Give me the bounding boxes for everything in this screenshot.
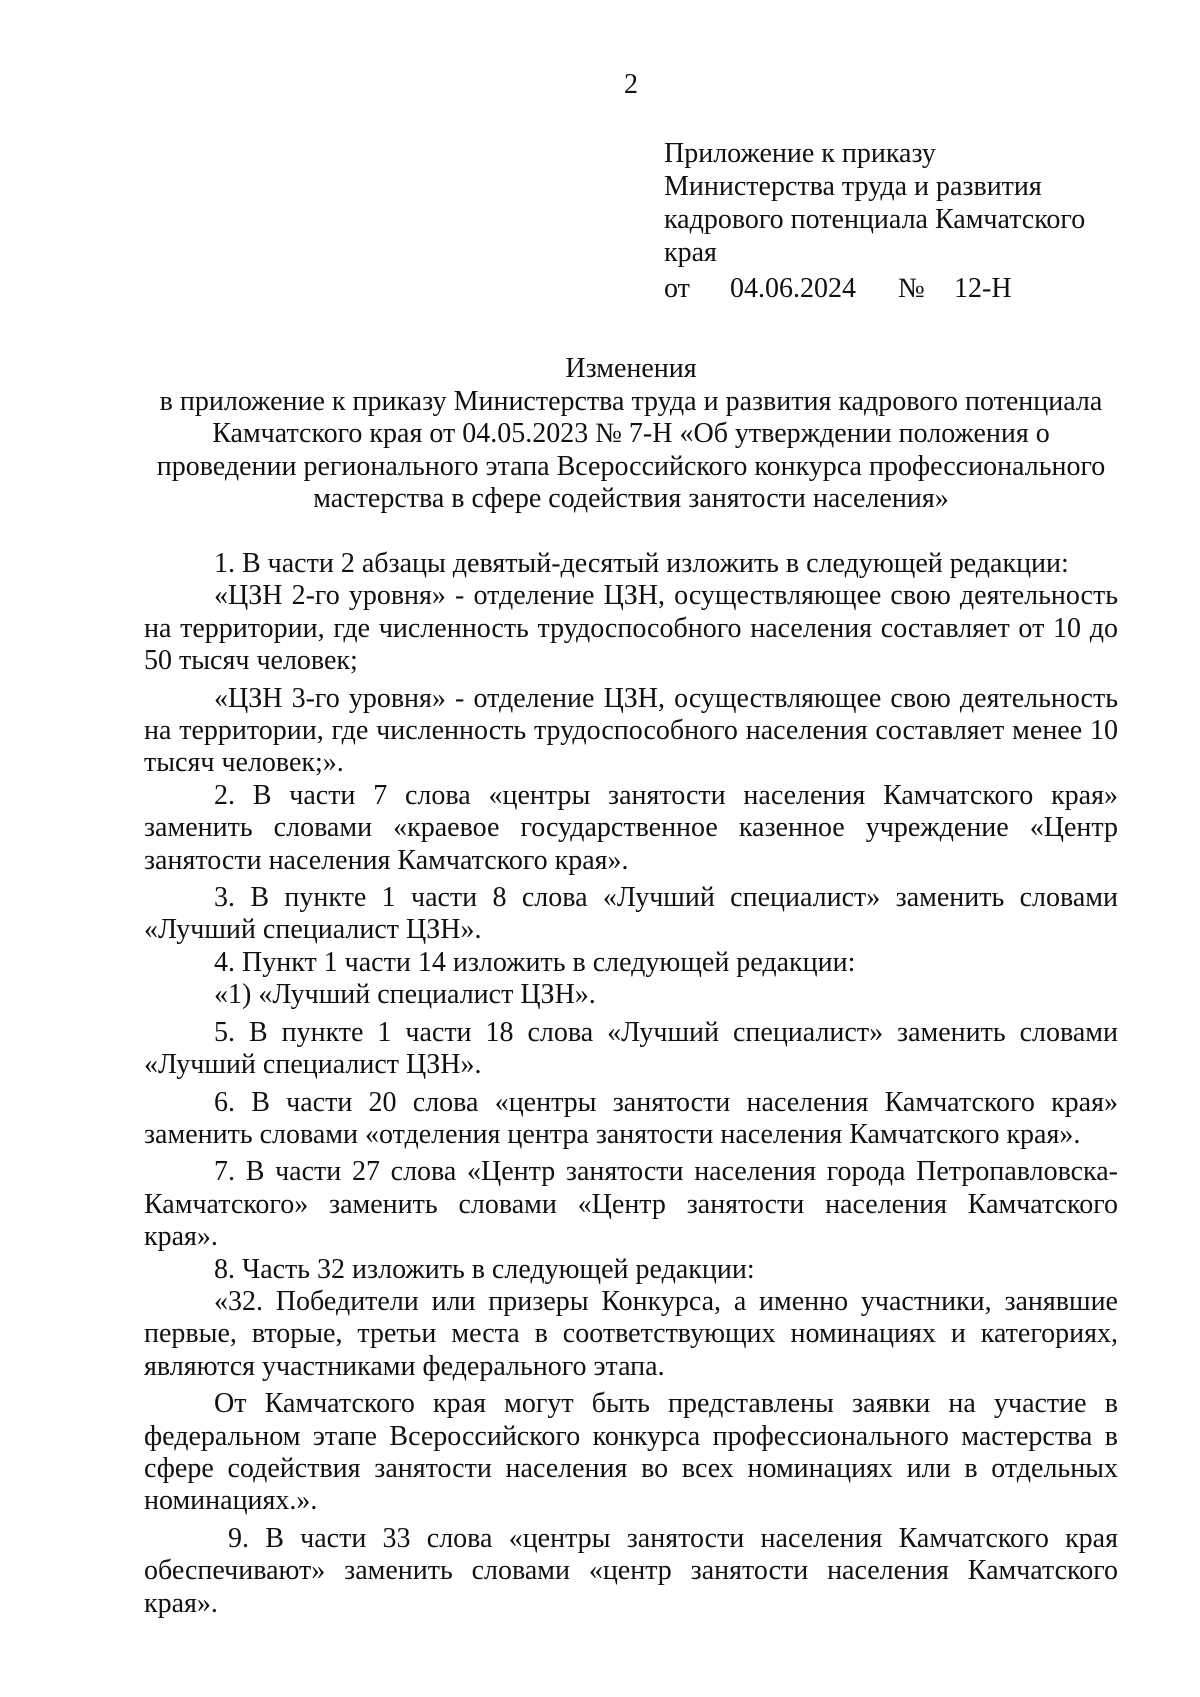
text-line: «Лучший специалист ЦЗН».: [144, 1049, 482, 1081]
text-line: тысяч человек;».: [144, 747, 344, 779]
text-line: обеспечивают» заменить словами «центр занятости населения Камчатского: [144, 1555, 1118, 1587]
order-from-label: от: [664, 273, 690, 304]
document-body: [144, 548, 1118, 1620]
text-line: «Лучший специалист ЦЗН».: [144, 914, 482, 946]
title-line: мастерства в сфере содействия занятости населения»: [313, 483, 949, 514]
paragraph-5: [144, 882, 1118, 947]
text-line: края».: [144, 1221, 218, 1253]
title-line: проведении регионального этапа Всероссийского конкурса профессионального: [156, 450, 1106, 482]
text-line: «ЦЗН 2-го уровня» - отделение ЦЗН, осуществляющее свою деятельность: [214, 580, 1118, 612]
text-line: 6. В части 20 слова «центры занятости населения Камчатского края»: [214, 1086, 1118, 1118]
text-line: 9. В части 33 слова «центры занятости населения Камчатского края: [228, 1522, 1118, 1554]
page-number: 2: [624, 69, 638, 100]
appendix-line: Министерства труда и развития: [664, 171, 1042, 202]
text-line: сфере содействия занятости населения во всех номинациях или в отдельных: [144, 1452, 1118, 1484]
text-line: 2. В части 7 слова «центры занятости населения Камчатского края»: [214, 779, 1118, 811]
text-line: федеральном этапе Всероссийского конкурса профессионального мастерства в: [144, 1420, 1118, 1452]
appendix-line: кадрового потенциала Камчатского: [664, 204, 1086, 235]
text-line: «1) «Лучший специалист ЦЗН».: [214, 979, 596, 1011]
text-line: Камчатского» заменить словами «Центр занятости населения Камчатского: [144, 1188, 1118, 1220]
text-line: заменить словами «краевое государственное казенное учреждение «Центр: [144, 812, 1118, 844]
paragraph-7: [144, 979, 1118, 1011]
text-line: «ЦЗН 3-го уровня» - отделение ЦЗН, осуществляющее свою деятельность: [214, 682, 1118, 714]
paragraph-14: [144, 1523, 1118, 1620]
paragraph-9: [144, 1087, 1118, 1152]
text-line: 3. В пункте 1 части 8 слова «Лучший специалист» заменить словами: [214, 882, 1118, 914]
text-line: «32. Победители или призеры Конкурса, а именно участники, занявшие: [214, 1285, 1118, 1317]
title-heading: Изменения: [565, 353, 697, 384]
order-date: 04.06.2024: [730, 273, 856, 304]
text-line: От Камчатского края могут быть представлены заявки на участие в: [214, 1388, 1118, 1420]
paragraph-4: [144, 780, 1118, 877]
appendix-header: [664, 137, 1104, 305]
text-line: заменить словами «отделения центра занятости населения Камчатского края».: [144, 1118, 1081, 1150]
paragraph-3: [144, 683, 1118, 780]
appendix-line: Приложение к приказу: [664, 138, 936, 169]
order-number-sign: №: [898, 273, 925, 304]
paragraph-11: [144, 1254, 1118, 1286]
text-line: 5. В пункте 1 части 18 слова «Лучший специалист» заменить словами: [214, 1016, 1118, 1048]
paragraph-12: [144, 1286, 1118, 1383]
text-line: занятости населения Камчатского края».: [144, 844, 629, 876]
text-line: 1. В части 2 абзацы девятый-десятый изложить в следующей редакции:: [214, 548, 1069, 579]
text-line: 7. В части 27 слова «Центр занятости населения города Петропавловска-: [214, 1156, 1118, 1188]
order-number: 12-Н: [954, 273, 1012, 304]
text-line: на территории, где численность трудоспособного населения составляет от 10 до: [144, 612, 1118, 644]
text-line: являются участниками федерального этапа.: [144, 1350, 665, 1382]
title-line: Камчатского края от 04.05.2023 № 7-Н «Об утверждении положения о: [212, 418, 1050, 449]
text-line: первые, вторые, третьи места в соответствующих номинациях и категориях,: [144, 1318, 1118, 1350]
text-line: номинациях.».: [144, 1485, 318, 1517]
text-line: 8. Часть 32 изложить в следующей редакции:: [214, 1253, 755, 1285]
paragraph-10: [144, 1156, 1118, 1253]
paragraph-6: [144, 947, 1118, 979]
text-line: на территории, где численность трудоспособного населения составляет менее 10: [144, 715, 1118, 747]
paragraph-13: [144, 1388, 1118, 1518]
order-details: [664, 272, 1104, 305]
paragraph-1: [144, 548, 1118, 580]
text-line: 50 тысяч человек;: [144, 645, 358, 677]
paragraph-8: [144, 1017, 1118, 1082]
title-line: в приложение к приказу Министерства труда и развития кадрового потенциала: [159, 385, 1103, 417]
appendix-line: края: [664, 237, 717, 268]
text-line: края».: [144, 1587, 218, 1619]
paragraph-2: [144, 580, 1118, 677]
text-line: 4. Пункт 1 части 14 изложить в следующей редакции:: [214, 946, 856, 978]
document-title: [130, 353, 1132, 516]
